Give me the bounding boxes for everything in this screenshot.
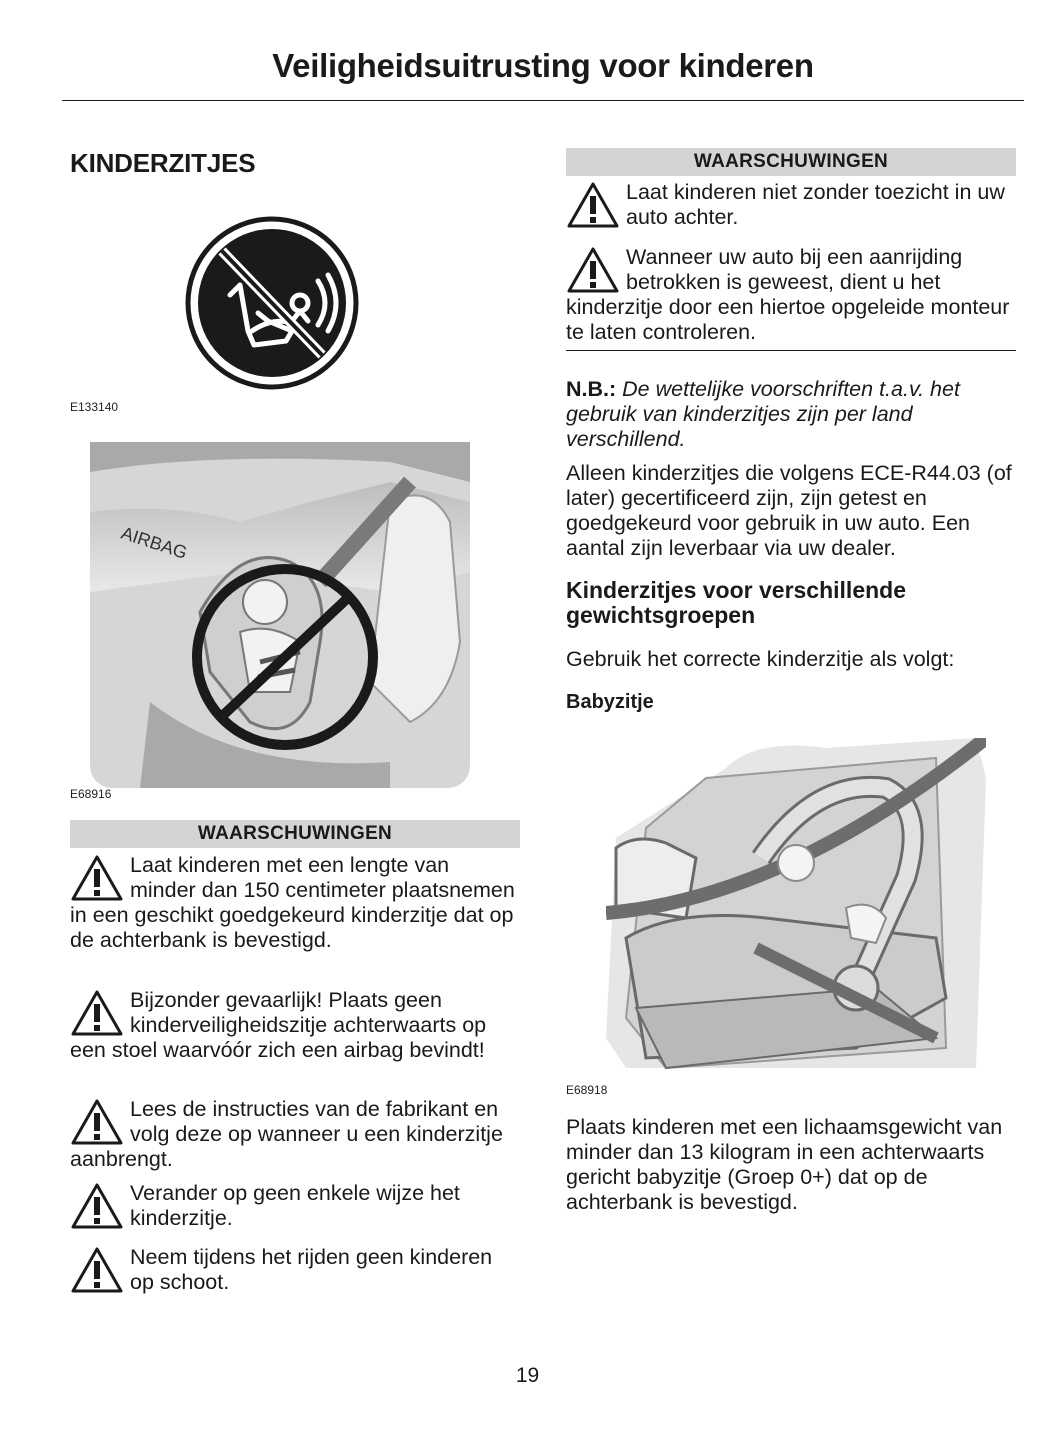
warning-triangle-icon	[70, 1245, 124, 1295]
airbag-child-seat-illustration	[90, 442, 470, 788]
warning-text: Wanneer uw auto bij een aanrijding betrokken is geweest, dient u het kinderzitje door een hiertoe opgeleide monteur te laten controleren.	[566, 245, 1010, 344]
warning-triangle-icon	[566, 245, 620, 295]
warning-item	[70, 1097, 520, 1172]
certification-paragraph: Alleen kinderzitjes die volgens ECE-R44.03 (of later) gecertificeerd zijn, zijn getest en goedgekeurd voor gebruik in uw auto. Een aantal zijn leverbaar via uw dealer.	[566, 461, 1012, 560]
page-number: 19	[515, 1364, 540, 1387]
figure-code: E133140	[70, 400, 119, 414]
babyzitje-paragraph: Plaats kinderen met een lichaamsgewicht van minder dan 13 kilogram in een achterwaarts gericht babyzitje (Groep 0+) dat op de achterbank is bevestigd.	[566, 1115, 1003, 1214]
warning-item	[70, 988, 520, 1063]
note-label: N.B.:	[566, 377, 617, 401]
warning-triangle-icon	[70, 853, 124, 903]
page-header	[62, 44, 1024, 101]
warning-text: Lees de instructies van de fabrikant en volg deze op wanneer u een kinderzitje aanbrengt.	[70, 1097, 503, 1171]
baby-seat-illustration	[606, 738, 986, 1078]
warning-item	[566, 180, 1016, 230]
warning-triangle-icon	[566, 180, 620, 230]
airbag-label: AIRBAG	[118, 522, 190, 563]
usage-paragraph: Gebruik het correcte kinderzitje als volgt:	[566, 647, 955, 671]
warning-triangle-icon	[70, 1181, 124, 1231]
note-paragraph	[566, 377, 1016, 452]
section-divider	[566, 350, 1016, 351]
warning-triangle-icon	[70, 988, 124, 1038]
figure-code: E68918	[566, 1083, 608, 1097]
warning-item	[70, 853, 520, 953]
weight-groups-heading: Kinderzitjes voor verschillende gewichtsgroepen	[566, 577, 907, 628]
warnings-header: WAARSCHUWINGEN	[70, 820, 520, 848]
page-title: Veiligheidsuitrusting voor kinderen	[272, 47, 814, 84]
warning-text: Neem tijdens het rijden geen kinderen op schoot.	[130, 1245, 493, 1294]
warning-text: Laat kinderen niet zonder toezicht in uw auto achter.	[626, 180, 1005, 229]
warnings-header: WAARSCHUWINGEN	[566, 148, 1016, 176]
babyzitje-heading: Babyzitje	[566, 691, 654, 713]
no-child-seat-airbag-symbol	[182, 213, 362, 393]
note-text: De wettelijke voorschriften t.a.v. het gebruik van kinderzitjes zijn per land verschillend.	[566, 377, 960, 451]
warning-item	[70, 1245, 520, 1295]
warning-text: Laat kinderen met een lengte van minder dan 150 centimeter plaatsnemen in een geschikt goedgekeurd kinderzitje dat op de achterbank is bevestigd.	[70, 853, 515, 952]
warning-text: Verander op geen enkele wijze het kinderzitje.	[130, 1181, 460, 1230]
figure-code: E68916	[70, 787, 112, 801]
warning-item	[566, 245, 1016, 345]
warning-triangle-icon	[70, 1097, 124, 1147]
warning-item	[70, 1181, 520, 1231]
warning-text: Bijzonder gevaarlijk! Plaats geen kinderveiligheidszitje achterwaarts op een stoel waarvóór zich een airbag bevindt!	[70, 988, 487, 1062]
section-title: KINDERZITJES	[70, 148, 256, 178]
